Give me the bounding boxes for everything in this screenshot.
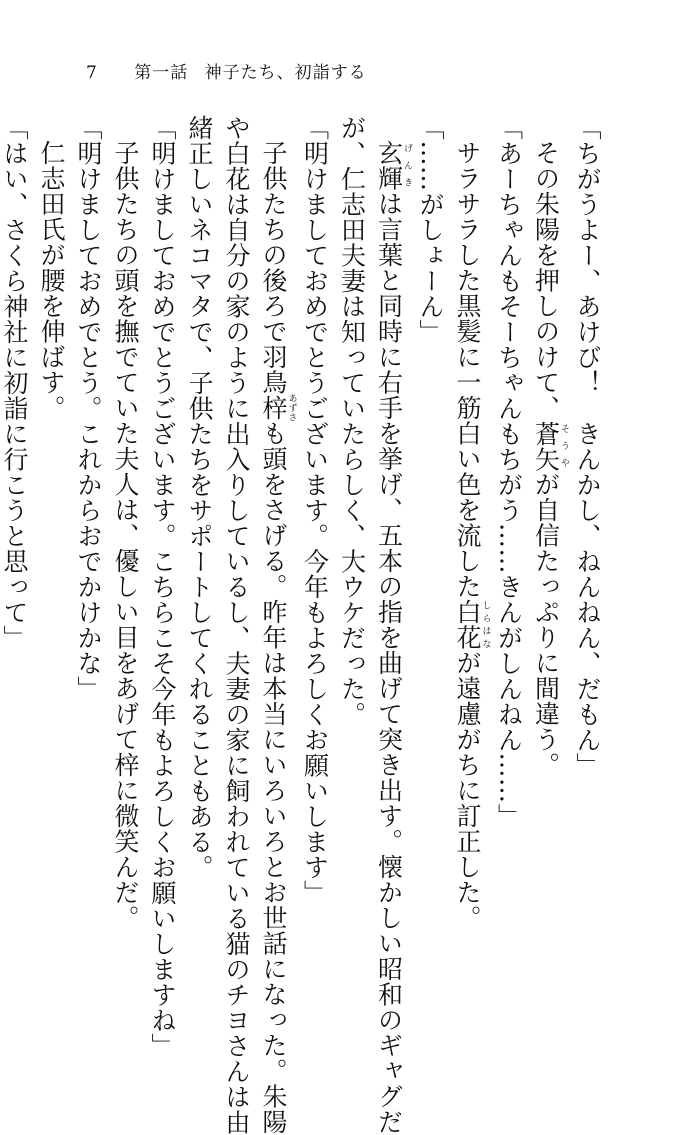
- text-line: 「明けましておめでとうございます。今年もよろしくお願いします」: [300, 115, 330, 906]
- text-line: 「……がしょーん」: [416, 115, 445, 345]
- text-line: 緒正しいネコマタで、子供たちをサポートしてくれることもある。: [185, 115, 214, 880]
- text-line: 「明けましておめでとう。これからおでかけかな」: [74, 115, 103, 702]
- ruby-annotation: 白花しらはな: [453, 599, 491, 650]
- text-line: 玄輝げんきは言葉と同時に右手を挙げ、五本の指を曲げて突き出す。懐かしい昭和のギャグだ: [374, 140, 412, 1135]
- ruby-annotation: 蒼矢そうや: [531, 420, 569, 472]
- chapter-title: 神子たち、初詣する: [204, 63, 367, 83]
- ruby-reading: しらはな: [480, 599, 491, 650]
- ruby-annotation: 玄輝げんき: [374, 140, 412, 191]
- text-line: その朱陽を押しのけて、蒼矢そうやが自信たっぷりに間違う。: [531, 140, 569, 778]
- text-line: サラサラした黒髪に一筋白い色を流した白花しらはなが遠慮がちに訂正した。: [453, 140, 491, 931]
- ruby-reading: げんき: [402, 140, 412, 191]
- text-line: 子供たちの頭を撫でていた夫人は、優しい目をあげて梓に微笑んだ。: [111, 140, 140, 931]
- page-number: 7: [86, 63, 98, 83]
- running-header: [86, 58, 367, 83]
- text-line: 「はい、さくら神社に初詣に行こうと思って」: [0, 115, 29, 651]
- ruby-reading: そうや: [559, 420, 569, 472]
- text-line: 「ちがうよー、あけび！ きんかし、ねんねん、だもん」: [573, 115, 602, 778]
- text-line: 子供たちの後ろで羽鳥梓あずさも頭をさげる。昨年は本当にいろいろとお世話になった。朱陽: [259, 140, 297, 1135]
- ruby-reading: あずさ: [286, 393, 297, 422]
- ruby-annotation: 梓あずさ: [259, 393, 297, 422]
- vertical-text-body: [0, 115, 606, 1135]
- text-line: 「あーちゃんもそーちゃんもちがう……きんがしんねん……」: [494, 115, 524, 829]
- chapter-number: 第一話: [134, 63, 189, 83]
- text-line: 仁志田氏が腰を伸ばす。: [37, 140, 66, 421]
- text-line: や白花は自分の家のように出入りしているし、夫妻の家に飼われている猫のチヨさんは由: [222, 115, 251, 1135]
- text-line: 「明けましておめでとうございます。こちらこそ今年もよろしくお願いしますね」: [148, 115, 177, 1059]
- text-line: が、仁志田夫妻は知っていたらしく、大ウケだった。: [337, 115, 367, 727]
